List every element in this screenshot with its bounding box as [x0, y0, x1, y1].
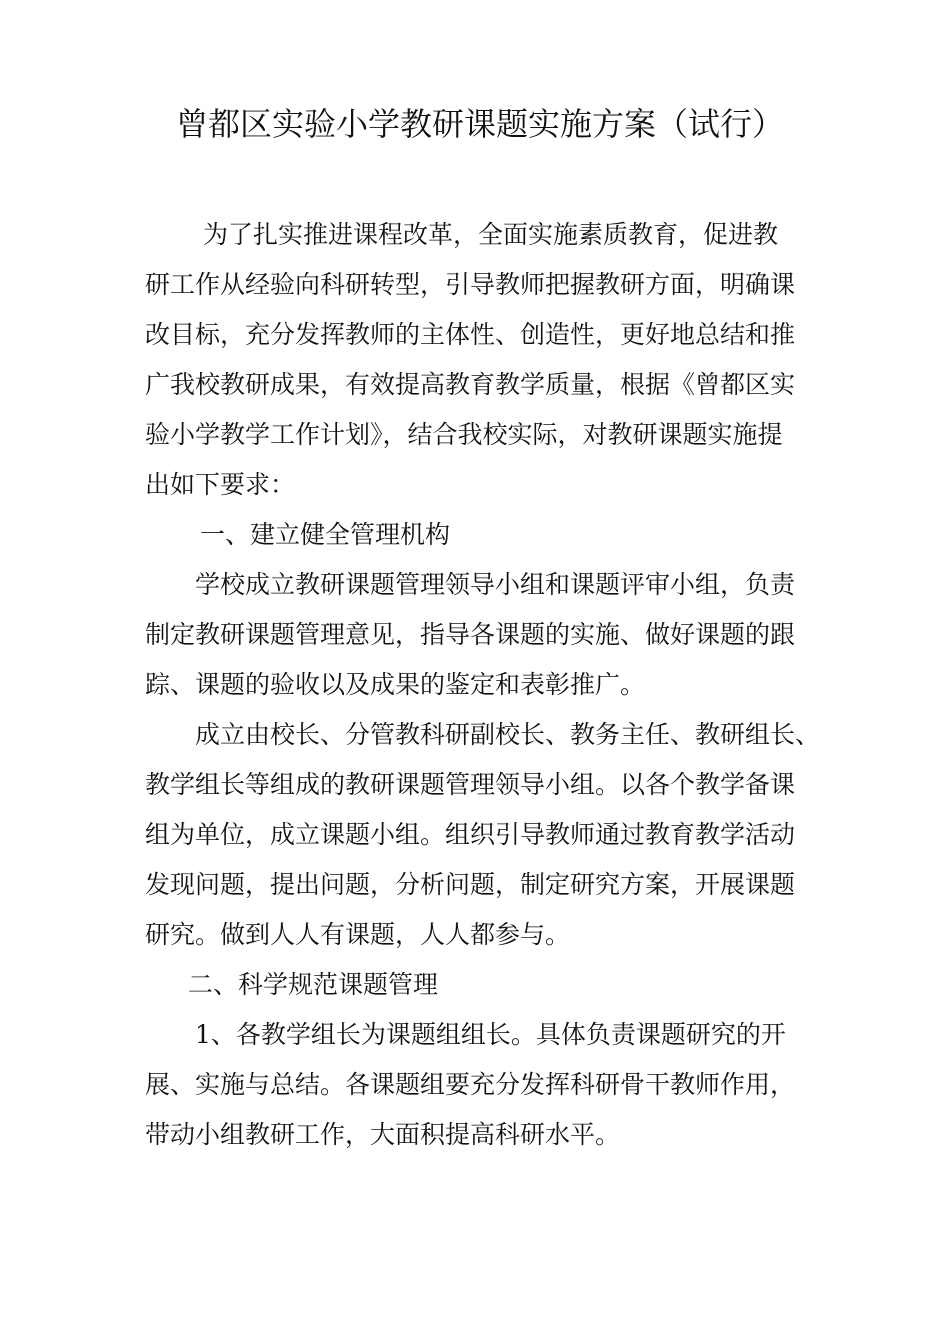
paragraph-line: 制定教研课题管理意见，指导各课题的实施、做好课题的跟 — [145, 620, 796, 649]
paragraph-line: 验小学教学工作计划》，结合我校实际，对教研课题实施提 — [145, 420, 783, 449]
paragraph-line: 发现问题，提出问题，分析问题，制定研究方案，开展课题 — [145, 870, 796, 899]
paragraph-line: 改目标，充分发挥教师的主体性、创造性，更好地总结和推 — [145, 320, 796, 349]
document-title: 曾都区实验小学教研课题实施方案（试行） — [175, 105, 784, 143]
paragraph-line: 研究。做到人人有课题，人人都参与。 — [145, 920, 571, 949]
paragraph-line: 研工作从经验向科研转型，引导教师把握教研方面，明确课 — [145, 270, 796, 299]
paragraph-line: 教学组长等组成的教研课题管理领导小组。以各个教学备课 — [145, 770, 796, 799]
paragraph-line: 学校成立教研课题管理领导小组和课题评审小组，负责 — [195, 570, 796, 599]
paragraph-line: 成立由校长、分管教科研副校长、教务主任、教研组长、 — [195, 720, 821, 749]
paragraph-line: 1、各教学组长为课题组组长。具体负责课题研究的开 — [195, 1020, 786, 1049]
paragraph-line: 组为单位，成立课题小组。组织引导教师通过教育教学活动 — [145, 820, 796, 849]
paragraph-line: 广我校教研成果，有效提高教育教学质量，根据《曾都区实 — [145, 370, 796, 399]
paragraph-line: 踪、课题的验收以及成果的鉴定和表彰推广。 — [145, 670, 646, 699]
section-heading: 二、科学规范课题管理 — [188, 970, 439, 999]
section-heading: 一、建立健全管理机构 — [200, 520, 451, 549]
paragraph-line: 出如下要求： — [145, 470, 296, 499]
paragraph-line: 展、实施与总结。各课题组要充分发挥科研骨干教师作用， — [145, 1070, 796, 1099]
paragraph-line: 为了扎实推进课程改革，全面实施素质教育，促进教 — [203, 220, 779, 249]
paragraph-line: 带动小组教研工作，大面积提高科研水平。 — [145, 1120, 621, 1149]
